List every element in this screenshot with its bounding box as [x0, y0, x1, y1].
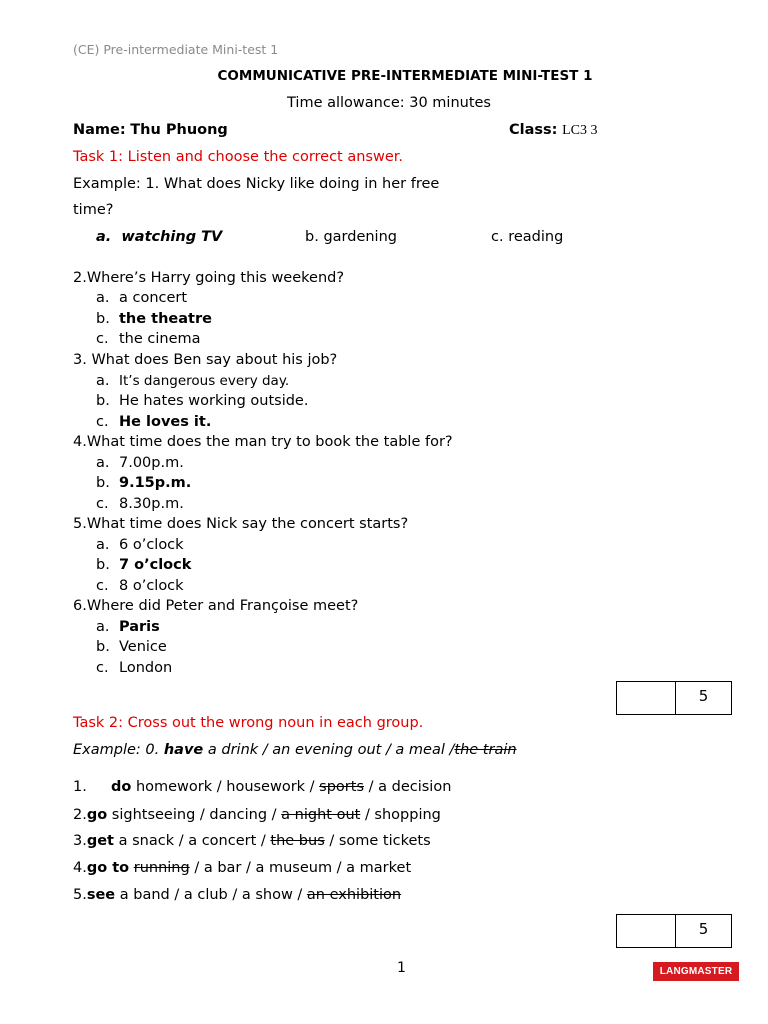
question-3-option-c: c. He loves it.	[96, 414, 212, 430]
class-value: LC3 3	[562, 123, 598, 138]
task1-example-question: Example: 1. What does Nicky like doing in her free	[73, 176, 440, 192]
task2-item-3: 3.get a snack / a concert / the bus / some tickets	[73, 833, 431, 849]
task1-score-box	[616, 681, 732, 715]
question-5-option-a: a. 6 o’clock	[96, 537, 184, 553]
question-3-option-b: b. He hates working outside.	[96, 393, 309, 409]
example-option-b: b. gardening	[305, 229, 397, 245]
task2-score: 5	[698, 920, 709, 938]
question-2-option-b: b. the theatre	[96, 311, 212, 327]
example-option-a: a. watching TV	[96, 229, 223, 245]
page-title: COMMUNICATIVE PRE-INTERMEDIATE MINI-TEST 1	[217, 68, 593, 84]
header-note: (CE) Pre-intermediate Mini-test 1	[73, 42, 279, 57]
question-6-option-a: a. Paris	[96, 619, 160, 635]
question-4-option-b: b. 9.15p.m.	[96, 475, 192, 491]
question-4-option-c: c. 8.30p.m.	[96, 496, 184, 512]
question-2: 2.Where’s Harry going this weekend?	[73, 270, 345, 286]
question-5: 5.What time does Nick say the concert starts?	[73, 516, 409, 532]
class-line	[509, 122, 597, 139]
langmaster-logo: LANGMASTER	[653, 962, 739, 981]
name-value: Thu Phuong	[130, 122, 228, 138]
task1-example-question-cont: time?	[73, 202, 114, 218]
question-5-option-c: c. 8 o’clock	[96, 578, 184, 594]
question-4-option-a: a. 7.00p.m.	[96, 455, 184, 471]
score-blank-cell	[617, 915, 676, 947]
question-6-option-b: b. Venice	[96, 639, 167, 655]
name-line	[73, 122, 228, 138]
task2-heading: Task 2: Cross out the wrong noun in each group.	[73, 715, 424, 731]
page-number: 1	[397, 960, 406, 976]
task2-item-1: 1. do homework / housework / sports / a decision	[73, 779, 452, 795]
name-label: Name:	[73, 122, 126, 138]
question-2-option-a: a. a concert	[96, 290, 188, 306]
example-option-c: c. reading	[491, 229, 564, 245]
question-6: 6.Where did Peter and Françoise meet?	[73, 598, 359, 614]
class-label: Class:	[509, 122, 558, 138]
question-2-option-c: c. the cinema	[96, 331, 201, 347]
time-allowance: Time allowance: 30 minutes	[287, 95, 491, 111]
question-3-option-a: a. It’s dangerous every day.	[96, 373, 290, 389]
question-3: 3. What does Ben say about his job?	[73, 352, 338, 368]
task1-heading: Task 1: Listen and choose the correct answer.	[73, 149, 404, 165]
task2-item-5: 5.see a band / a club / a show / an exhibition	[73, 887, 402, 903]
task2-score-box	[616, 914, 732, 948]
question-4: 4.What time does the man try to book the table for?	[73, 434, 453, 450]
score-blank-cell	[617, 682, 676, 714]
question-6-option-c: c. London	[96, 660, 173, 676]
task2-item-4: 4.go to running / a bar / a museum / a market	[73, 860, 412, 876]
task1-score: 5	[698, 687, 709, 705]
task2-example: Example: 0. have a drink / an evening out / a meal /the train	[73, 742, 517, 758]
question-5-option-b: b. 7 o’clock	[96, 557, 192, 573]
task2-item-2: 2.go sightseeing / dancing / a night out / shopping	[73, 807, 441, 823]
